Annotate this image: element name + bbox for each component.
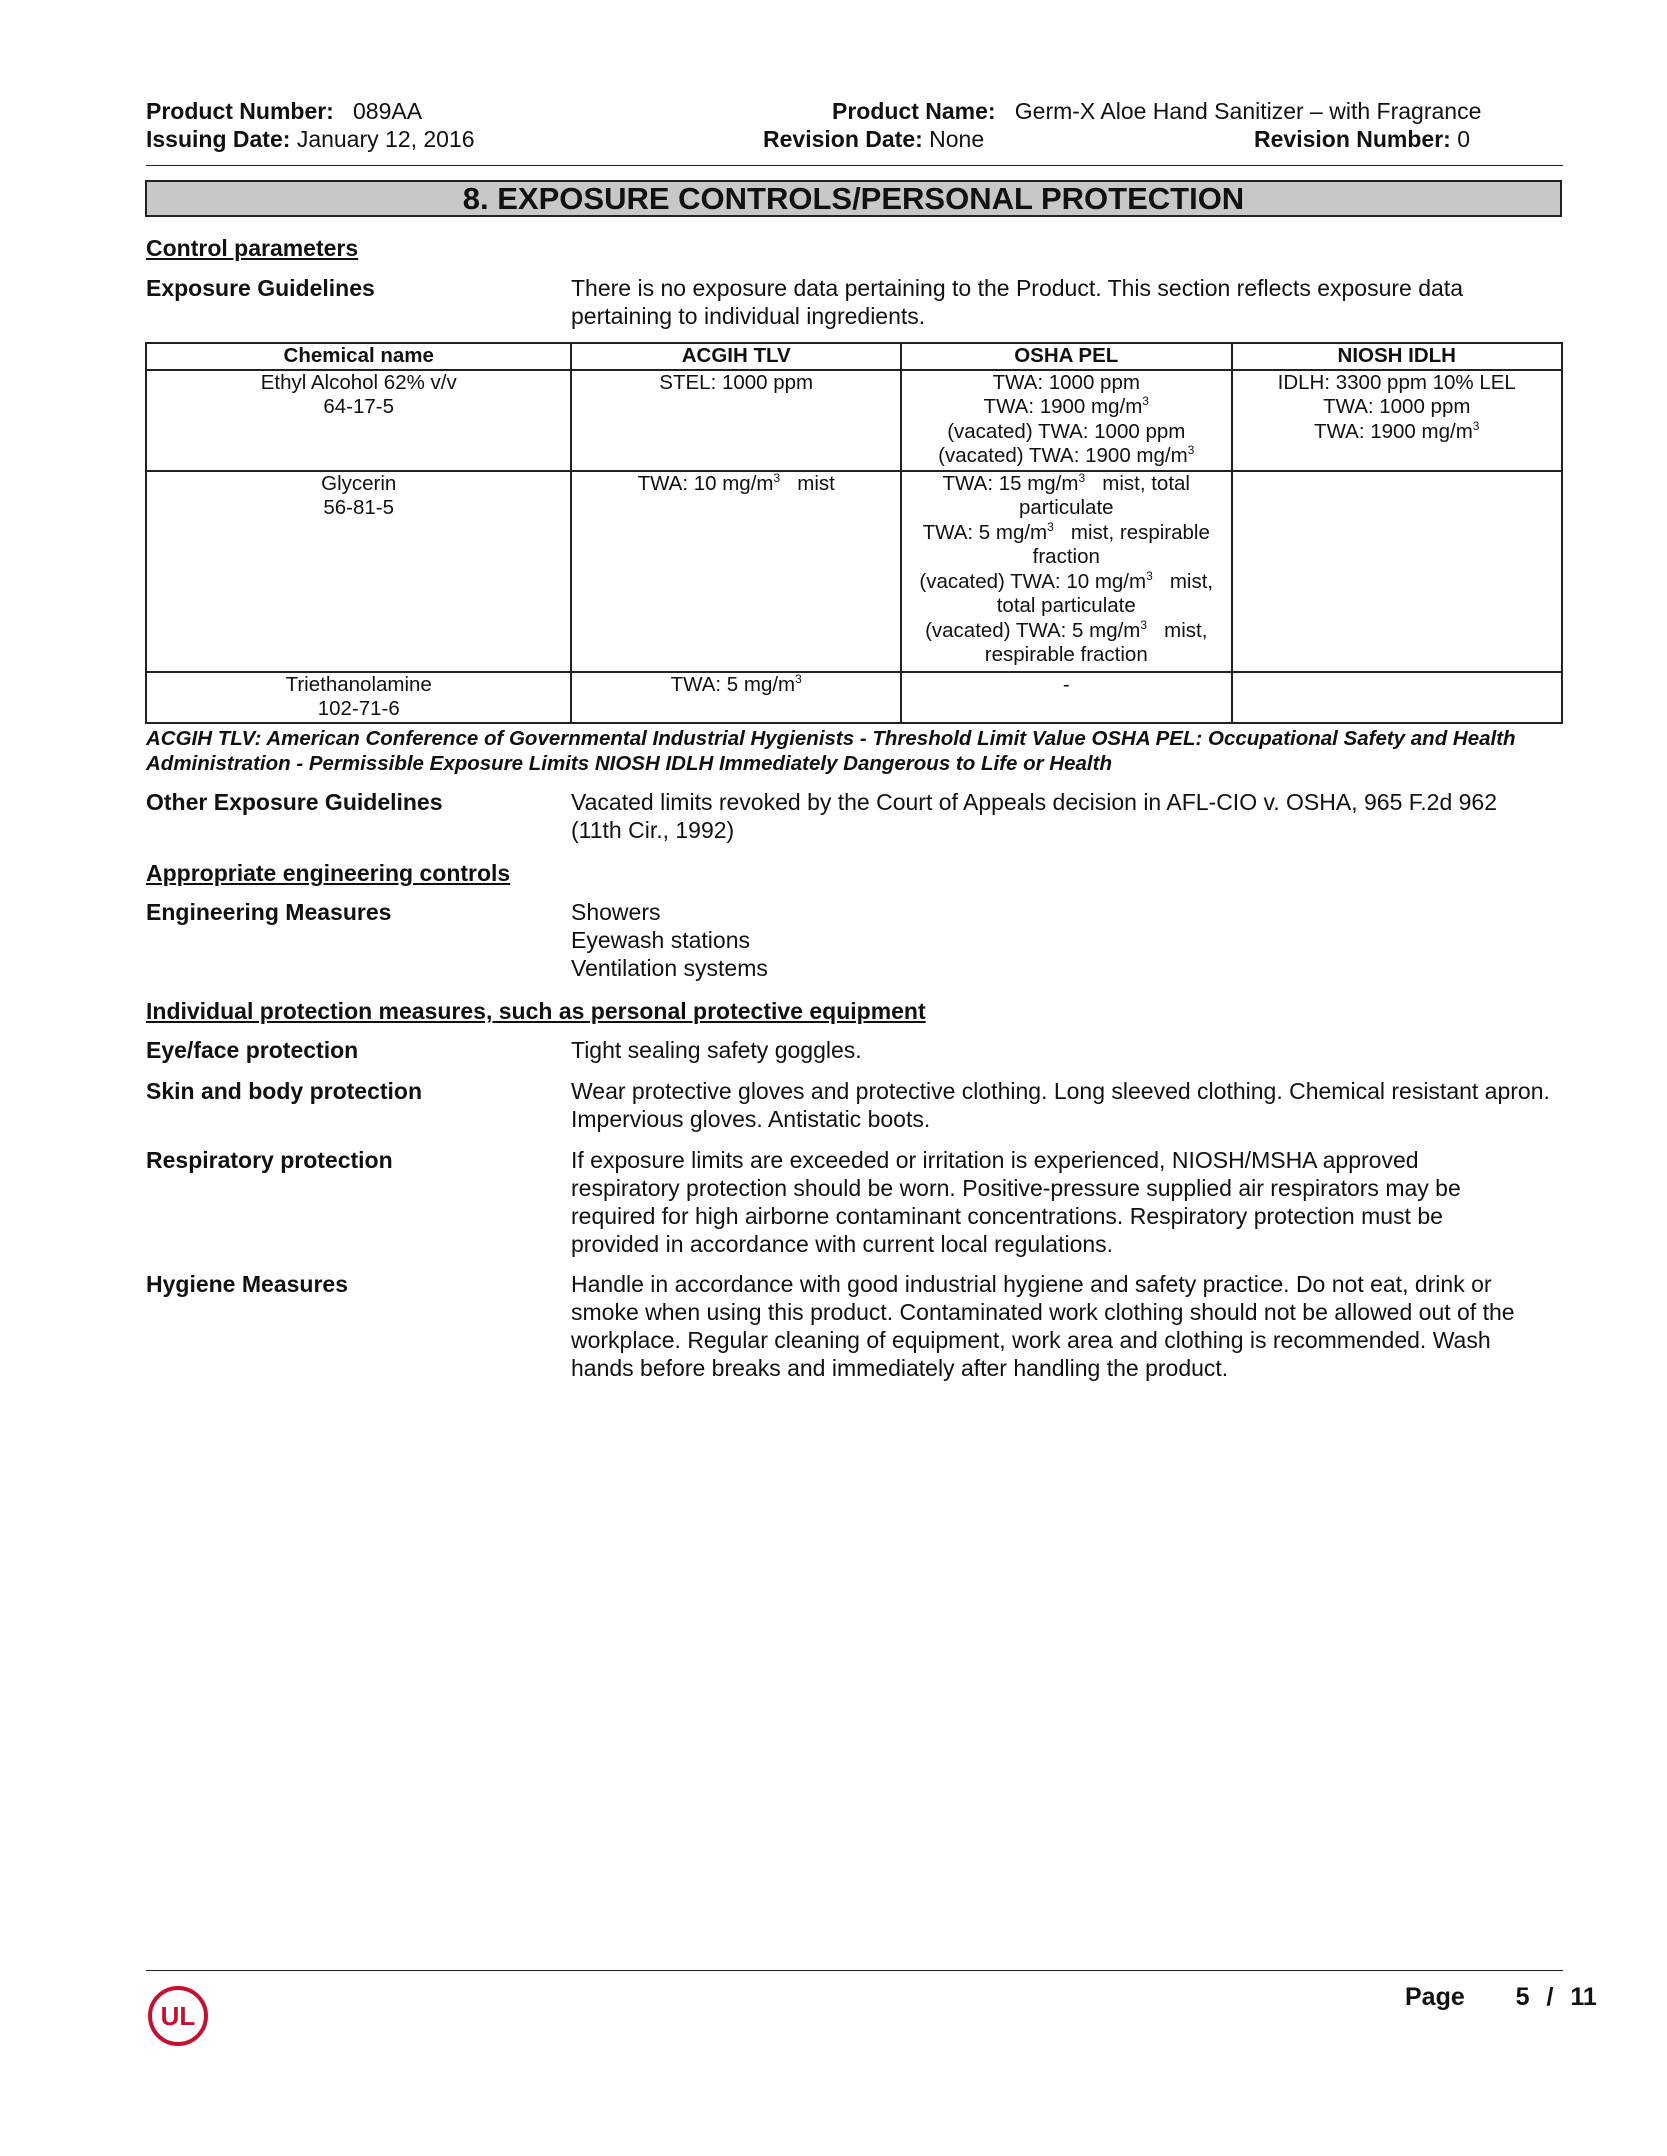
product-number: Product Number: 089AA [146,98,423,124]
hygiene-text: Handle in accordance with good industrial hygiene and safety practice. Do not eat, drink or smoke when using this product. Contaminated work clothing should not be allowed out of the workplace. Regular cleaning of equipment, work area and clothing is recommended. Wash hands before breaks and immediately after handling the product. [571,1271,1515,1381]
list-item: Showers [571,899,661,925]
table-row [146,672,1562,723]
col-header-niosh: NIOSH IDLH [1232,343,1562,370]
revision-date: Revision Date: None [763,126,985,152]
other-exposure-label: Other Exposure Guidelines [146,789,443,815]
header-divider [146,165,1563,166]
osha-cell: TWA: 15 $mg/m^3$ mist, total particulate TWA: 5 $mg/m^3$ mist, respirable fraction (vacated) TWA: 10 $mg/m^3$ mist, total particulate (vacated) TWA: 5 $mg/m^3$ mist, respirable fraction [901,471,1232,672]
col-header-acgih: ACGIH TLV [571,343,901,370]
chemical-cell: Triethanolamine 102-71-6 [146,672,571,723]
product-name: Product Name: Germ-X Aloe Hand Sanitizer – with Fragrance [832,98,1482,124]
niosh-cell [1232,471,1562,672]
other-exposure-text: Vacated limits revoked by the Court of Appeals decision in AFL-CIO v. OSHA, 965 F.2d 962 (11th Cir., 1992) [571,789,1498,843]
issuing-date: Issuing Date: January 12, 2016 [146,126,475,152]
ppe-heading: Individual protection measures, such as personal protective equipment [146,998,926,1024]
exposure-guidelines-label: Exposure Guidelines [146,275,375,301]
chemical-cell: Ethyl Alcohol 62% v/v 64-17-5 [146,370,571,471]
respiratory-protection-text: If exposure limits are exceeded or irritation is experienced, NIOSH/MSHA approved respiratory protection should be worn. Positive-pressure supplied air respirators may be required for high airborne contaminant concentrations. Respiratory protection must be provided in accordance with current local regulations. [571,1147,1461,1257]
eye-protection-text: Tight sealing safety goggles. [571,1037,862,1063]
engineering-label: Engineering Measures [146,899,392,925]
acgih-cell: TWA: 5 $mg/m^3$ [571,672,901,723]
table-header-row [146,343,1562,370]
section-title: 8. EXPOSURE CONTROLS/PERSONAL PROTECTION [145,180,1562,217]
respiratory-protection-label: Respiratory protection [146,1147,393,1173]
list-item: Eyewash stations [571,927,750,953]
hygiene-label: Hygiene Measures [146,1271,348,1297]
footer-divider [146,1970,1563,1971]
niosh-cell [1232,672,1562,723]
revision-number: Revision Number: 0 [1254,126,1471,152]
list-item: Ventilation systems [571,955,768,981]
col-header-osha: OSHA PEL [901,343,1232,370]
page-number: Page 5 / 11 [1405,1983,1597,2011]
acgih-cell: TWA: 10 $mg/m^3$ mist [571,471,901,672]
engineering-list [571,898,1561,982]
ul-logo-icon [147,1985,209,2047]
table-row [146,370,1562,471]
exposure-guidelines-text: There is no exposure data pertaining to the Product. This section reflects exposure data pertaining to individual ingredients. [571,275,1463,329]
chemical-cell: Glycerin 56-81-5 [146,471,571,672]
niosh-cell: IDLH: 3300 ppm 10% LEL TWA: 1000 ppm TWA: 1900 $mg/m^3$ [1232,370,1562,471]
exposure-table [145,342,1563,724]
osha-cell: - [901,672,1232,723]
engineering-heading: Appropriate engineering controls [146,860,511,886]
eye-protection-label: Eye/face protection [146,1037,359,1063]
control-parameters-heading: Control parameters [146,235,359,261]
ul-logo-text: UL [160,2001,196,2031]
osha-cell: TWA: 1000 ppm TWA: 1900 $mg/m^3$ (vacated) TWA: 1000 ppm (vacated) TWA: 1900 $mg/m^3$ [901,370,1232,471]
table-row [146,471,1562,672]
col-header-chemical: Chemical name [146,343,571,370]
skin-protection-label: Skin and body protection [146,1078,423,1104]
table-footnote: ACGIH TLV: American Conference of Governmental Industrial Hygienists - Threshold Limit Value OSHA PEL: Occupational Safety and Health Administration - Permissible Exposure Limits NIOSH IDLH Immediately Dangerous to Life or Health [146,727,1516,775]
skin-protection-text: Wear protective gloves and protective clothing. Long sleeved clothing. Chemical resistant apron. Impervious gloves. Antistatic boots. [571,1078,1550,1132]
acgih-cell: STEL: 1000 ppm [571,370,901,471]
